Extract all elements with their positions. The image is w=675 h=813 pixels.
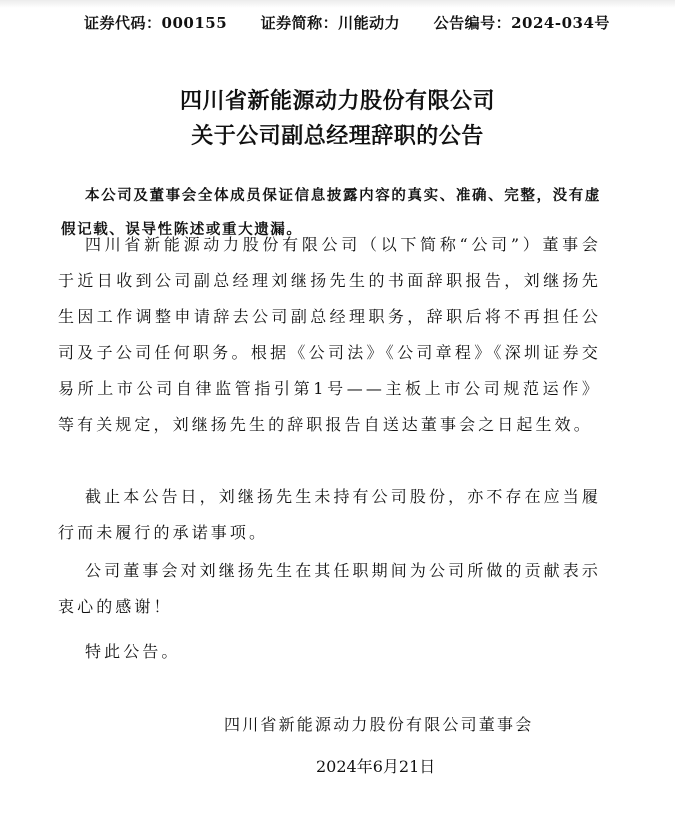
document-title-line2: 关于公司副总经理辞职的公告 bbox=[191, 123, 484, 149]
stock-name-label: 证券简称： bbox=[260, 14, 339, 32]
body-paragraph-shareholding: 截止本公告日，刘继扬先生未持有公司股份，亦不存在应当履行而未履行的承诺事项。 bbox=[58, 487, 601, 542]
body-paragraph-resignation: 四川省新能源动力股份有限公司（以下简称“公司”）董事会于近日收到公司副总经理刘继扬先生的书面辞职报告，刘继扬先生因工作调整申请辞去公司副总经理职务，辞职后将不再担任公司及子公司任何职务。根据《公司法》《公司章程》《深圳证券交易所上市公司自律监管指引第1号——主板上市公司规范运作》等有关规定，刘继扬先生的辞职报告自送达董事会之日起生效。 bbox=[58, 235, 601, 434]
notice-number-label: 公告编号： bbox=[433, 14, 512, 32]
body-paragraph-closing: 特此公告。 bbox=[85, 642, 181, 661]
stock-name: 川能动力 bbox=[338, 14, 401, 32]
signature-board: 四川省新能源动力股份有限公司董事会 bbox=[224, 715, 534, 734]
document-title-line1: 四川省新能源动力股份有限公司 bbox=[179, 88, 495, 114]
body-paragraph-thanks: 公司董事会对刘继扬先生在其任职期间为公司所做的贡献表示衷心的感谢！ bbox=[58, 561, 601, 616]
notice-number: 2024-034号 bbox=[511, 14, 610, 32]
document-header bbox=[84, 12, 610, 33]
disclaimer-statement: 本公司及董事会全体成员保证信息披露内容的真实、准确、完整，没有虚假记载、误导性陈述或重大遗漏。 bbox=[61, 187, 601, 238]
signature-date: 2024年6月21日 bbox=[316, 757, 436, 776]
stock-code-label: 证券代码： bbox=[84, 14, 162, 32]
stock-code: 000155 bbox=[161, 14, 228, 32]
page-top-shadow bbox=[0, 0, 675, 8]
